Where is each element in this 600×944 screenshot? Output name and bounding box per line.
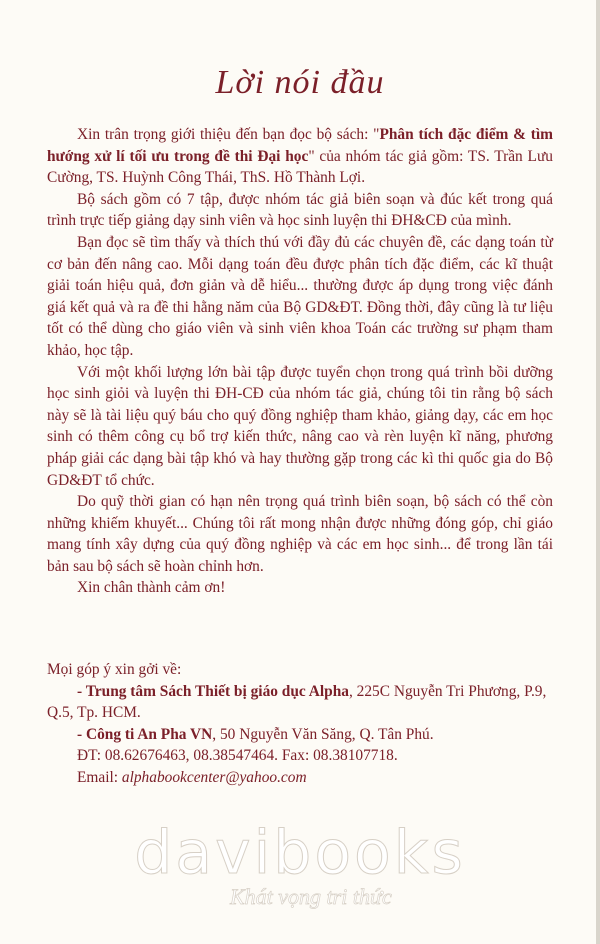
- paragraph-feedback: Do quỹ thời gian có hạn nên trọng quá trình biên soạn, bộ sách có thể còn những khiếm khuyết... Chúng tôi rất mong nhận được những đóng góp, chỉ giáo mang tính xây dựng của quý đồng nghiệp và các em học sinh... để trong lần tái bản sau bộ sách sẽ hoàn chỉnh hơn.: [47, 493, 553, 575]
- contact-org-1: - Trung tâm Sách Thiết bị giáo dục Alpha, 225C Nguyễn Tri Phương, P.9, Q.5, Tp. HCM.: [47, 682, 547, 722]
- book-series-title: Phân tích đặc điểm & tìm hướng xử lí tối ưu trong đề thi Đại học: [47, 126, 553, 165]
- paragraph-audience: Với một khối lượng lớn bài tập được tuyển chọn trong quá trình bồi dưỡng học sinh giỏi và luyện thi ĐH-CĐ của nhóm tác giả, chúng tôi tin rằng bộ sách này sẽ là tài liệu quý báu cho quý đồng nghiệp tham khảo, giảng dạy, các em học sinh có thêm công cụ bổ trợ kiến thức, nâng cao và rèn luyện kĩ năng, phương pháp giải các dạng bài tập khó và hay thường gặp trong các kì thi quốc gia do Bộ GD&ĐT tổ chức.: [47, 363, 553, 489]
- contact-phone: ĐT: 08.62676463, 08.38547464. Fax: 08.38107718.: [77, 747, 398, 765]
- contact-section: [47, 659, 553, 789]
- preface-body: [47, 124, 553, 599]
- paragraph-volumes: Bộ sách gồm có 7 tập, được nhóm tác giả biên soạn và đúc kết trong quá trình trực tiếp giảng dạy sinh viên và học sinh luyện thi ĐH&CĐ của mình.: [47, 190, 553, 230]
- contact-org-2: - Công ti An Pha VN, 50 Nguyễn Văn Săng, Q. Tân Phú.: [77, 725, 434, 743]
- contact-heading: Mọi góp ý xin gởi về:: [47, 661, 182, 678]
- page-edge: [596, 0, 600, 944]
- paragraph-content: Bạn đọc sẽ tìm thấy và thích thú với đầy đủ các chuyên đề, các dạng toán từ cơ bản đến nâng cao. Mỗi dạng toán đều được phân tích đặc điểm, các kĩ thuật giải toán hiệu quả, đơn giản và dễ hiểu... thường được áp dụng trong việc đánh giá kết quả và ra đề thi hằng năm của Bộ GD&ĐT. Đồng thời, đây cũng là tư liệu tốt có thể dùng cho giáo viên và sinh viên khoa Toán các trường sư phạm tham khảo, học tập.: [47, 233, 553, 359]
- watermark-slogan: Khát vọng tri thức: [230, 884, 392, 909]
- paragraph-intro: Xin trân trọng giới thiệu đến bạn đọc bộ sách: "Phân tích đặc điểm & tìm hướng xử lí tối ưu trong đề thi Đại học" của nhóm tác giả gồm: TS. Trần Lưu Cường, TS. Huỳnh Công Thái, ThS. Hồ Thành Lợi.: [47, 126, 553, 187]
- page-title: Lời nói đầu: [215, 64, 385, 101]
- paragraph-thanks: Xin chân thành cảm ơn!: [77, 579, 226, 597]
- watermark-logo: davibooks: [134, 818, 466, 888]
- email-link[interactable]: alphabookcenter@yahoo.com: [121, 768, 307, 786]
- contact-email: Email: alphabookcenter@yahoo.com: [77, 768, 307, 786]
